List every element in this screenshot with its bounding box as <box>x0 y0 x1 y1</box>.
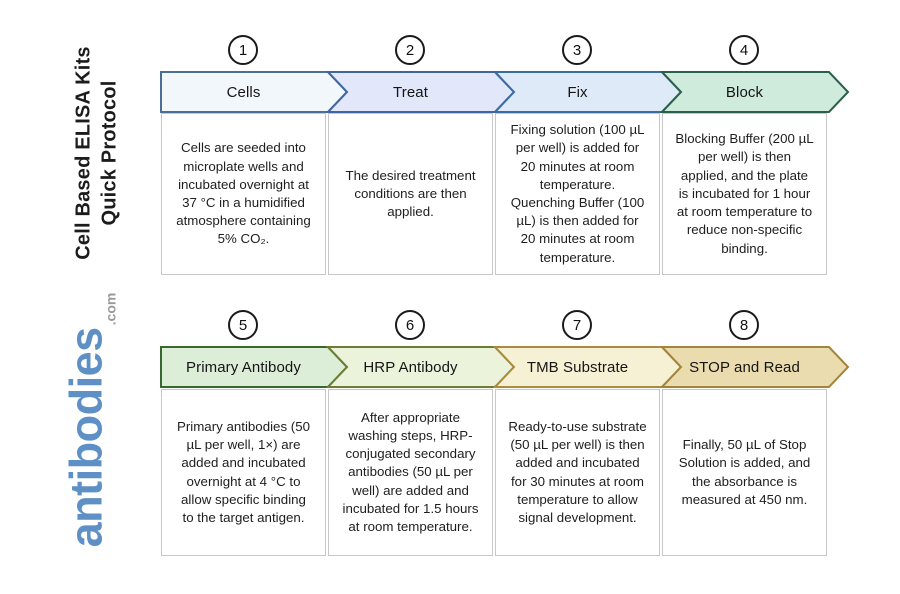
step-number: 8 <box>739 316 749 334</box>
step-description: Fixing solution (100 µL per well) is added for 20 minutes at room temperature. Quenching Buffer (100 µL) is then added for 20 minutes at room temperature. <box>510 122 645 265</box>
step-number: 5 <box>238 316 248 334</box>
step-arrow-label: Fix <box>567 83 588 101</box>
step-number: 2 <box>405 41 415 59</box>
step-description: Primary antibodies (50 µL per well, 1×) are added and incubated overnight at 4 °C to allow specific binding to the target antigen. <box>176 418 311 525</box>
step-description: Blocking Buffer (200 µL per well) is then applied, and the plate is incubated for 1 hour at room temperature to reduce non-specific binding. <box>675 131 814 256</box>
step-number: 1 <box>238 41 248 59</box>
step-number-badge <box>395 35 425 65</box>
step-description-box <box>495 113 660 275</box>
step-arrow-label: Block <box>725 83 764 101</box>
step-description-box <box>495 389 660 556</box>
step-description-box <box>161 389 326 556</box>
step-description: The desired treatment conditions are then applied. <box>345 167 476 220</box>
arrow-labels <box>160 72 850 112</box>
vertical-title <box>71 28 124 278</box>
step-description: Ready-to-use substrate (50 µL per well) is then added and incubated for 30 minutes at room temperature to allow signal development. <box>508 418 647 525</box>
step-number: 3 <box>572 41 582 59</box>
step-number-badge <box>729 35 759 65</box>
step-number-badge <box>562 310 592 340</box>
flow-area <box>160 0 860 594</box>
step-number-badge <box>395 310 425 340</box>
step-number: 4 <box>739 41 749 59</box>
step-number-badge <box>562 35 592 65</box>
step-number: 6 <box>405 316 415 334</box>
step-description-box <box>328 113 493 275</box>
step-description-box <box>662 389 827 556</box>
logo-wordmark: antibodies <box>60 327 112 548</box>
step-arrow-label: TMB Substrate <box>526 358 629 376</box>
step-arrow-label: STOP and Read <box>689 358 800 376</box>
step-arrow-label: Primary Antibody <box>186 358 301 376</box>
step-description-box <box>662 113 827 275</box>
arrow-labels <box>160 347 850 387</box>
step-description: Finally, 50 µL of Stop Solution is added, and the absorbance is measured at 450 nm. <box>678 437 811 507</box>
step-arrow-label: Treat <box>393 83 428 101</box>
title-line-2: Quick Protocol <box>99 80 121 226</box>
step-arrow-label: Cells <box>226 83 261 101</box>
brand-logo <box>60 292 119 548</box>
flow-row-2 <box>160 310 860 560</box>
step-description: Cells are seeded into microplate wells and incubated overnight at 37 °C in a humidified atmosphere containing 5% CO₂. <box>176 140 311 247</box>
title-line-1: Cell Based ELISA Kits <box>72 46 95 260</box>
step-number-badge <box>729 310 759 340</box>
step-description-box <box>161 113 326 275</box>
step-arrow-label: HRP Antibody <box>363 358 458 376</box>
step-number-badge <box>228 35 258 65</box>
step-number-badge <box>228 310 258 340</box>
step-description-box <box>328 389 493 556</box>
logo-domain-suffix: .com <box>102 292 119 326</box>
step-description: After appropriate washing steps, HRP-conjugated secondary antibodies (50 µL per well) are added and incubated for 1.5 hours at room temperature. <box>342 409 479 534</box>
flow-row-1 <box>160 35 860 280</box>
step-number: 7 <box>572 316 582 334</box>
